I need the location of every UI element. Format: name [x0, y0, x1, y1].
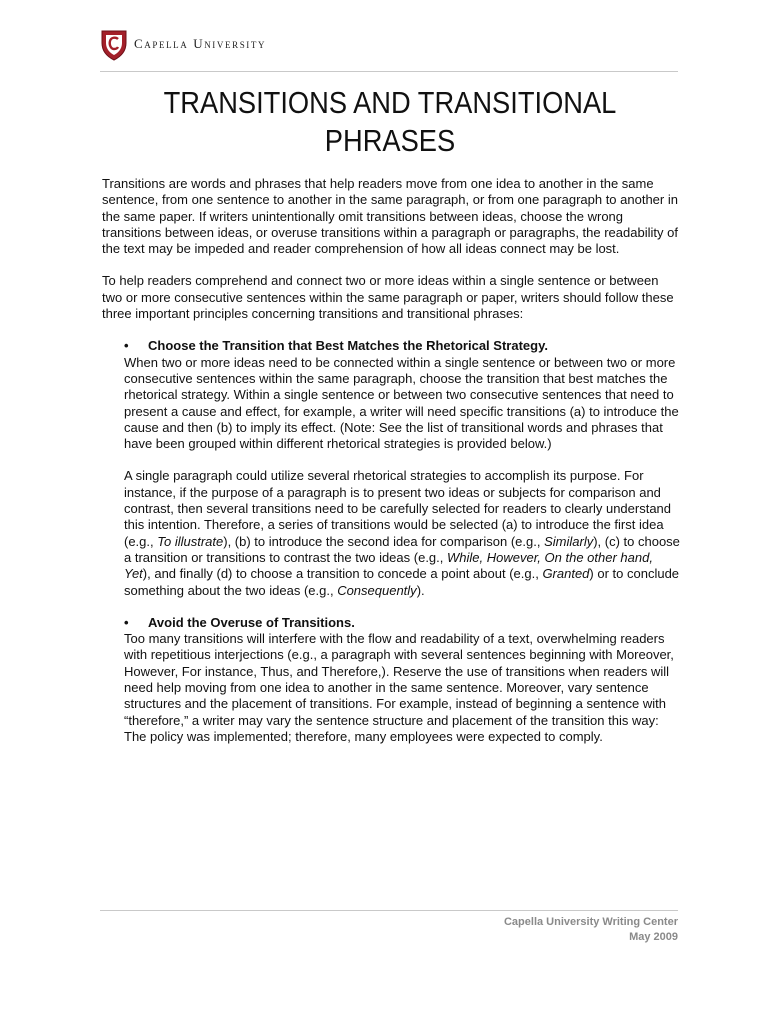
text-emphasis: Consequently [337, 582, 417, 598]
text-run: ), (b) to introduce the second idea for comparison (e.g., [223, 533, 545, 549]
principles-paragraph: To help readers comprehend and connect two or more ideas within a single sentence or between two or more consecutive sentences within the same paragraph or paper, writers should follow these three important principles concerning transitions and transitional phrases: [102, 273, 674, 322]
text-emphasis: While, However, On the other hand, Yet [124, 549, 653, 582]
text-run: ), and finally (d) to choose a transition to concede a point about (e.g., [142, 566, 543, 582]
footer-date: May 2009 [629, 931, 678, 943]
text-emphasis: Similarly [544, 533, 594, 549]
section-heading [124, 615, 682, 631]
section-heading-text: Choose the Transition that Best Matches the Rhetorical Strategy. [148, 338, 548, 354]
section-heading-text: Avoid the Overuse of Transitions. [148, 614, 355, 630]
section-choose-transition [124, 338, 682, 598]
header-divider [100, 71, 678, 72]
bullet-icon: • [124, 338, 129, 354]
text-run: ), (c) to choose a transition or transitions to contrast the two ideas (e.g., [124, 533, 680, 565]
text-emphasis: Granted [542, 566, 590, 582]
header [100, 26, 680, 66]
intro-paragraph: Transitions are words and phrases that help readers move from one idea to another in the same sentence, from one sentence to another in the same paragraph, or from one paragraph to another in the same paper. If writers unintentionally omit transitions between ideas, choose the wrong transitions between ideas, or overuse transitions within a paragraph or paragraphs, the readability of the text may be impeded and reader comprehension of how all ideas connect may be lost. [102, 176, 678, 257]
document-body [102, 176, 682, 745]
section-paragraph-2 [124, 468, 682, 598]
section-avoid-overuse [124, 615, 682, 745]
title-line-1: TRANSITIONS AND TRANSITIONAL [163, 85, 617, 120]
text-emphasis: To illustrate [157, 533, 224, 549]
section-paragraph: When two or more ideas need to be connected within a single sentence or between two or more consecutive sentences within the same paragraph, choose the transition that best matches the rhetorical strategy. Within a single sentence or between two consecutive sentences that need to present a cause and effect, for example, a writer will need specific transitions (a) to introduce the cause and then (b) to imply its effect. (Note: See the list of transitional words and phrases that have been grouped within different rhetorical strategies is provided below.) [124, 354, 679, 452]
logo-wordmark: Capella University [134, 36, 267, 51]
bullet-icon: • [124, 614, 129, 630]
section-paragraph: Too many transitions will interfere with the flow and readability of a text, overwhelming readers with repetitious interjections (e.g., a paragraph with several sentences beginning with Moreover, However, For instance, Thus, and Therefore,). Reserve the use of transitions when readers will need help moving from one idea to another in the same sentence. Moreover, vary sentence structures and the placement of transitions. For example, instead of beginning a sentence with “therefore,” a writer may vary the sentence structure and placement of the transition this way: [124, 631, 674, 728]
footer-org: Capella University Writing Center [503, 916, 678, 928]
capella-shield-logo [100, 29, 128, 61]
title-line-2: PHRASES [324, 123, 456, 158]
section-heading [124, 338, 682, 354]
footer-divider [100, 910, 678, 911]
page-title [135, 84, 645, 160]
example-sentence: The policy was implemented; therefore, many employees were expected to comply. [124, 728, 603, 744]
text-run: ) or to conclude something about the two ideas (e.g., [124, 566, 680, 598]
footer [504, 915, 678, 945]
text-run: ). [416, 582, 425, 598]
text-run: A single paragraph could utilize several rhetorical strategies to accomplish its purpose. For instance, if the purpose of a paragraph is to present two ideas or subjects for comparison and contrast, then several transitions need to be carefully selected for readers to clearly understand this intention. Therefore, a series of transitions would be selected (a) to introduce the first idea (e.g., [124, 468, 672, 549]
